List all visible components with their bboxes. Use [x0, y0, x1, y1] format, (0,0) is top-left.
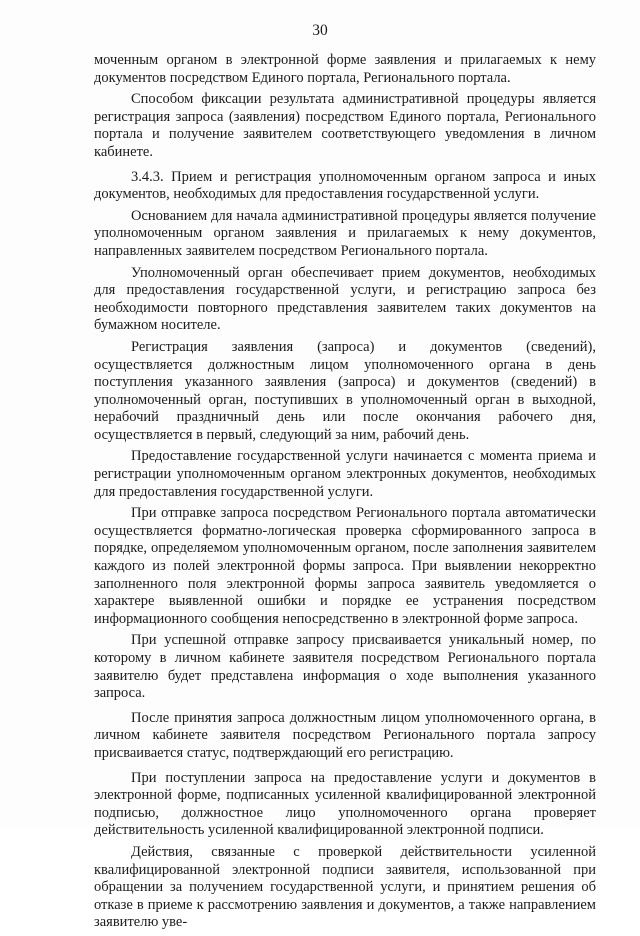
- paragraph: Основанием для начала административной процедуры является получение уполномоченным органом заявления и прилагаемых к нему документов, направленных заявителем посредством Регионального портала.: [94, 207, 596, 259]
- paragraph: Уполномоченный орган обеспечивает прием документов, необходимых для предоставления государственной услуги, и регистрацию запроса без необходимости повторного представления заявителем таких документов на бумажном носителе.: [94, 264, 596, 334]
- document-body: [94, 52, 596, 936]
- paragraph: Действия, связанные с проверкой действительности усиленной квалифицированной электронной подписи заявителя, использованной при обращении за получением государственной услуги, и принятием решения об отказе в приеме к рассмотрению заявления и документов, а также направлением заявителю уве-: [94, 843, 596, 931]
- paragraph: При успешной отправке запросу присваивается уникальный номер, по которому в личном кабинете заявителя посредством Регионального портала заявителю будет представлена информация о ходе выполнения указанного запроса.: [94, 632, 596, 702]
- paragraph: После принятия запроса должностным лицом уполномоченного органа, в личном кабинете заявителя посредством Регионального портала запросу присваивается статус, подтверждающий его регистрацию.: [94, 709, 596, 761]
- section-heading-3-4-3: 3.4.3. Прием и регистрация уполномоченным органом запроса и иных документов, необходимых для предоставления государственной услуги.: [94, 168, 596, 203]
- paragraph: Регистрация заявления (запроса) и документов (сведений), осуществляется должностным лицом уполномоченного органа в день поступления указанного заявления (запроса) и документов (сведений) в уполномоченный орган, поступивших в уполномоченный орган в выходной, нерабочий праздничный день или после окончания рабочего дня, осуществляется в первый, следующий за ним, рабочий день.: [94, 338, 596, 443]
- paragraph-continuation: моченным органом в электронной форме заявления и прилагаемых к нему документов посредством Единого портала, Регионального портала.: [94, 52, 596, 86]
- paragraph: Предоставление государственной услуги начинается с момента приема и регистрации уполномоченным органом электронных документов, необходимых для предоставления государственной услуги.: [94, 448, 596, 500]
- paragraph: Способом фиксации результата административной процедуры является регистрация запроса (заявления) посредством Единого портала, Регионального портала и получение заявителем соответствующего уведомления в личном кабинете.: [94, 91, 596, 160]
- paragraph: При поступлении запроса на предоставление услуги и документов в электронной форме, подписанных усиленной квалифицированной электронной подписью, должностное лицо уполномоченного органа проверяет действительность усиленной квалифицированной электронной подписи.: [94, 769, 596, 839]
- paragraph: При отправке запроса посредством Регионального портала автоматически осуществляется форматно-логическая проверка сформированного запроса в порядке, определяемом уполномоченным органом, после заполнения заявителем каждого из полей электронной формы запроса. При выявлении некорректно заполненного поля электронной формы запроса заявитель уведомляется о характере выявленной ошибки и порядке ее устранения посредством информационного сообщения непосредственно в электронной форме запроса.: [94, 505, 596, 627]
- page-number: 30: [312, 22, 328, 39]
